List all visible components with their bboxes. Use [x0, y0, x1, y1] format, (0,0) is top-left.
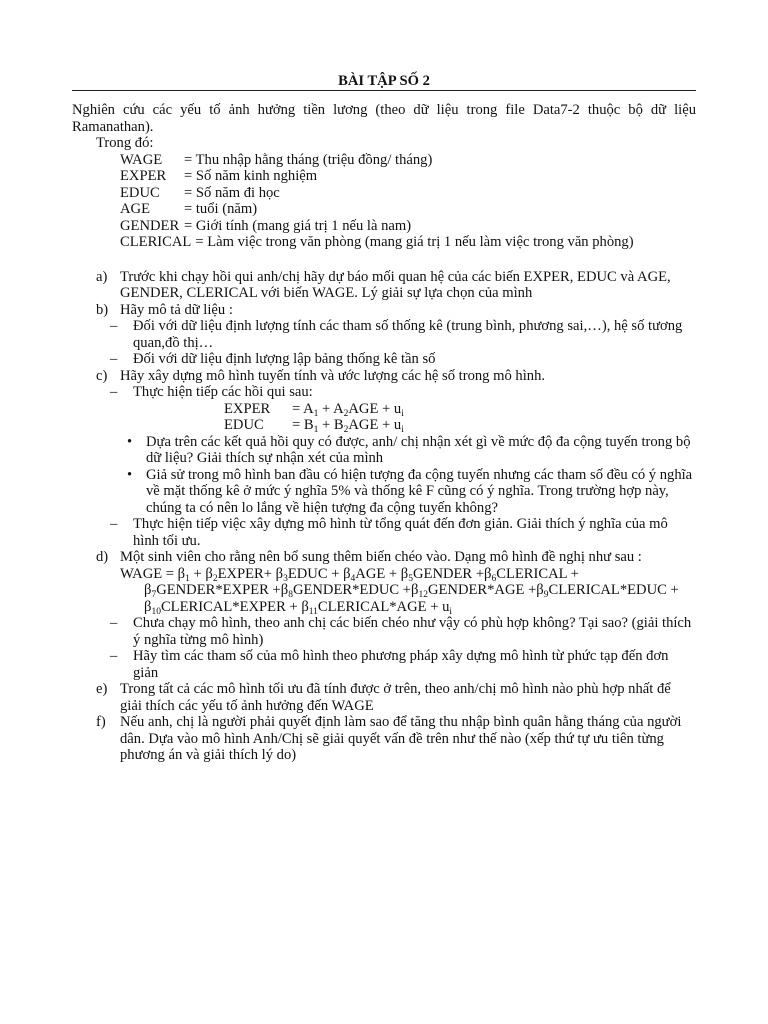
definition-row	[120, 168, 696, 185]
dash-bullet: –	[110, 615, 118, 631]
question-e	[72, 681, 696, 714]
variable-description: = Thu nhập hằng tháng (triệu đồng/ tháng)	[184, 151, 433, 168]
item-text: Trong tất cả các mô hình tối ưu đã tính được ở trên, theo anh/chị mô hình nào phù hợp nhất để giải thích các yếu tố ảnh hưởng đến WAGE	[120, 681, 671, 714]
definition-row	[120, 152, 696, 169]
sub-item-text: Thực hiện tiếp việc xây dựng mô hình từ tổng quát đến đơn giản. Giải thích ý nghĩa của mô hình tối ưu.	[133, 516, 668, 549]
document-body	[72, 102, 696, 764]
variable-description: = Giới tính (mang giá trị 1 nếu là nam)	[184, 217, 412, 234]
variable-description: = Làm việc trong văn phòng (mang giá trị 1 nếu làm việc trong văn phòng)	[195, 234, 634, 250]
sub-item-text: Đối với dữ liệu định lượng tính các tham số thống kê (trung bình, phương sai,…), hệ số tương quan,đồ thị…	[133, 318, 683, 351]
model-equation-line-2: $\beta_7GENDER*EXPER$ $+\beta_8GENDER*EDUC$ $+\beta_{12}GENDER*AGE$ $+\beta_9CLERICAL*EDUC$ +	[144, 582, 679, 600]
equation-lhs: EXPER	[224, 400, 271, 417]
sub-item-text: Thực hiện tiếp các hồi qui sau:	[133, 384, 313, 400]
dash-bullet: –	[110, 516, 118, 532]
item-text: Trước khi chạy hồi qui anh/chị hãy dự báo mối quan hệ của các biến EXPER, EDUC và AGE, GENDER, CLERICAL với biến WAGE. Lý giải sự lựa chọn của mình	[120, 268, 671, 301]
item-label: c)	[96, 367, 108, 384]
dash-bullet: –	[110, 648, 118, 664]
regression-equation-educ	[224, 417, 696, 434]
variable-name: CLERICAL	[120, 234, 192, 250]
question-f	[72, 714, 696, 764]
item-text: Nếu anh, chị là người phải quyết định làm sao để tăng thu nhập bình quân hằng tháng của người dân. Dựa vào mô hình Anh/Chị sẽ giải quyết vấn đề trên như thế nào (xếp thứ tự ưu tiên từng phương án và giải thích lý do)	[120, 714, 682, 763]
intro-paragraph: Nghiên cứu các yếu tố ảnh hưởng tiền lương (theo dữ liệu trong file Data7-2 thuộc bộ dữ liệu Ramanathan).	[72, 102, 696, 135]
variable-name: WAGE	[120, 151, 163, 168]
variable-name: GENDER	[120, 217, 180, 234]
definitions-list	[72, 152, 696, 251]
bullet-text: Giả sử trong mô hình ban đầu có hiện tượng đa cộng tuyến nhưng các tham số đều có ý nghĩa về mặt thống kê ở mức ý nghĩa 5% và thống kê F cũng có ý nghĩa. Trong trường hợp này, chúng ta có nên lo lắng về hiện tượng đa cộng tuyến không?	[146, 466, 693, 516]
model-equation-line-1: WAGE = $\beta_1$ + $\beta_2EXPER+$ $\beta_3EDUC + \beta_4AGE$ + $\beta_5GENDER$ $+\beta_6CLERICAL$ +	[120, 565, 579, 584]
equation-rhs: = $A_1 + A_2AGE + u_i$	[292, 400, 404, 419]
definitions-heading: Trong đó:	[96, 135, 154, 151]
sub-item-text: Chưa chạy mô hình, theo anh chị các biến chéo như vậy có phù hợp không? Tại sao? (giải thích ý nghĩa từng mô hình)	[133, 615, 692, 648]
item-label: e)	[96, 681, 108, 697]
dot-bullet: •	[127, 466, 133, 483]
bullet-item	[72, 467, 696, 517]
item-text: Một sinh viên cho rằng nên bổ sung thêm biến chéo vào. Dạng mô hình đề nghị như sau :	[120, 549, 642, 565]
definition-row	[120, 185, 696, 202]
equation-rhs: = $B_1 + B_2AGE + u_i$	[292, 417, 404, 435]
spacer	[72, 251, 696, 269]
question-c	[72, 368, 696, 385]
sub-item-text: Hãy tìm các tham số của mô hình theo phương pháp xây dựng mô hình từ phức tạp đến đơn giản	[133, 648, 669, 681]
variable-name: EXPER	[120, 168, 167, 184]
variable-name: EDUC	[120, 184, 160, 201]
question-a	[72, 269, 696, 302]
variable-description: = Số năm đi học	[184, 184, 280, 201]
item-text: Hãy mô tả dữ liệu :	[120, 301, 233, 318]
variable-name: AGE	[120, 201, 150, 217]
item-label: d)	[96, 549, 109, 565]
definition-row	[120, 234, 696, 251]
sub-item	[72, 351, 696, 368]
sub-item	[72, 384, 696, 401]
sub-item	[72, 318, 696, 351]
sub-item	[72, 615, 696, 648]
document-title: BÀI TẬP SỐ 2	[338, 73, 430, 89]
title-underline	[72, 90, 696, 91]
item-text: Hãy xây dựng mô hình tuyến tính và ước lượng các hệ số trong mô hình.	[120, 367, 546, 384]
bullet-text: Dựa trên các kết quả hồi quy có được, anh/ chị nhận xét gì về mức độ đa cộng tuyến trong bộ dữ liệu? Giải thích sự nhận xét của mình	[146, 433, 691, 466]
dot-bullet: •	[127, 433, 133, 450]
bullet-item	[72, 434, 696, 467]
sub-item	[72, 516, 696, 549]
equation-lhs: EDUC	[224, 417, 264, 433]
item-label: b)	[96, 301, 109, 318]
item-label: f)	[96, 714, 106, 730]
sub-item-text: Đối với dữ liệu định lượng lập bảng thống kê tần số	[133, 351, 436, 367]
question-d	[72, 549, 696, 566]
model-equation-line-3: $\beta_{10}CLERICAL*EXPER$ + $\beta_{11}CLERICAL*AGE + u_i$	[144, 598, 453, 617]
variable-description: = tuổi (năm)	[184, 201, 258, 217]
variable-description: = Số năm kinh nghiệm	[184, 168, 318, 184]
item-label: a)	[96, 268, 108, 285]
sub-item	[72, 648, 696, 681]
dash-bullet: –	[110, 384, 118, 400]
definition-row	[120, 201, 696, 218]
dash-bullet: –	[110, 318, 118, 334]
dash-bullet: –	[110, 351, 118, 367]
regression-equation-exper	[224, 401, 696, 418]
definition-row	[120, 218, 696, 235]
question-b	[72, 302, 696, 319]
